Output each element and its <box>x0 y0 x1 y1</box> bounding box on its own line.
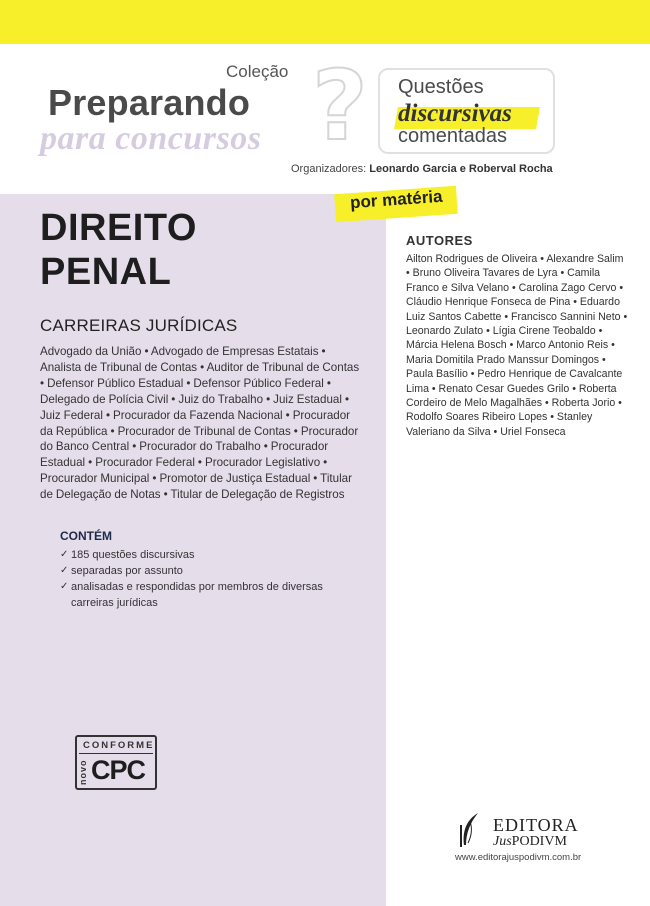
publisher-name: EDITORA <box>493 815 579 835</box>
collection-label: Coleção <box>226 62 289 81</box>
contents-item-text: separadas por assunto <box>71 565 183 577</box>
top-yellow-band <box>0 0 650 44</box>
book-subtitle: CARREIRAS JURÍDICAS <box>40 316 238 335</box>
book-title-line-1: DIREITO <box>40 207 197 249</box>
list-item <box>60 579 350 611</box>
check-icon: ✓ <box>60 581 69 592</box>
question-mark-icon: ? <box>312 50 368 162</box>
series-line-1: Questões <box>398 76 484 98</box>
publisher-brand <box>493 834 567 850</box>
cpc-divider <box>79 753 153 754</box>
organizers-names: Leonardo Garcia e Roberval Rocha <box>369 163 553 175</box>
collection-tagline: para concursos <box>40 120 262 157</box>
careers-list: Advogado da União • Advogado de Empresas Estatais • Analista de Tribunal de Contas • Auditor de Tribunal de Contas • Defensor Público Estadual • Defensor Público Federal • Delegado de Polícia Civil • Juiz do Trabalho • Juiz Estadual • Juiz Federal • Procurador da Fazenda Nacional • Procurador da República • Procurador de Tribunal de Contas • Procurador do Banco Central • Procurador do Trabalho • Procurador Estadual • Procurador Federal • Procurador Legislativo • Procurador Municipal • Promotor de Justiça Estadual • Titular de Delegação de Notas • Titular de Delegação de Registros <box>40 345 360 502</box>
series-line-3: comentadas <box>398 125 507 147</box>
contents-list <box>60 547 350 611</box>
cpc-novo-label: novo <box>78 759 88 785</box>
contents-item-text: 185 questões discursivas <box>71 549 195 561</box>
list-item <box>60 547 350 563</box>
series-line-2: discursivas <box>398 100 512 127</box>
check-icon: ✓ <box>60 549 69 560</box>
contents-item-text: analisadas e respondidas por membros de diversas carreiras jurídicas <box>71 581 323 609</box>
check-icon: ✓ <box>60 565 69 576</box>
publisher-podivm: PODIVM <box>511 834 567 849</box>
authors-list: Ailton Rodrigues de Oliveira • Alexandre Salim • Bruno Oliveira Tavares de Lyra • Camila Franco e Silva Velano • Carolina Zago Cervo • Cláudio Henrique Fonseca de Pina • Eduardo Luiz Santos Cabette • Francisco Sannini Neto • Leonardo Zulato • Lígia Cirene Teobaldo • Márcia Helena Bosch • Marco Antonio Reis • Maria Domitila Prado Manssur Domingos • Paula Basílio • Pedro Henrique de Cavalcante Lima • Renato Cesar Guedes Grilo • Roberta Cordeiro de Melo Magalhães • Roberta Jorio • Rodolfo Soares Ribeiro Lopes • Stanley Valeriano da Silva • Uriel Fonseca <box>406 253 628 438</box>
publisher-jus: Jus <box>493 834 512 849</box>
por-materia-label: por matéria <box>349 186 444 213</box>
contents-heading: CONTÉM <box>60 529 112 543</box>
book-title-line-2: PENAL <box>40 251 172 293</box>
collection-name: Preparando <box>48 82 251 123</box>
authors-heading: AUTORES <box>406 233 473 248</box>
cpc-label: CPC <box>91 755 146 785</box>
book-title <box>40 206 197 294</box>
organizers <box>291 163 553 175</box>
organizers-label: Organizadores: <box>291 163 367 175</box>
cpc-conforme-label: CONFORME <box>83 740 155 751</box>
list-item <box>60 563 350 579</box>
publisher-url: www.editorajuspodivm.com.br <box>455 852 582 863</box>
quill-logo-icon <box>456 811 486 849</box>
